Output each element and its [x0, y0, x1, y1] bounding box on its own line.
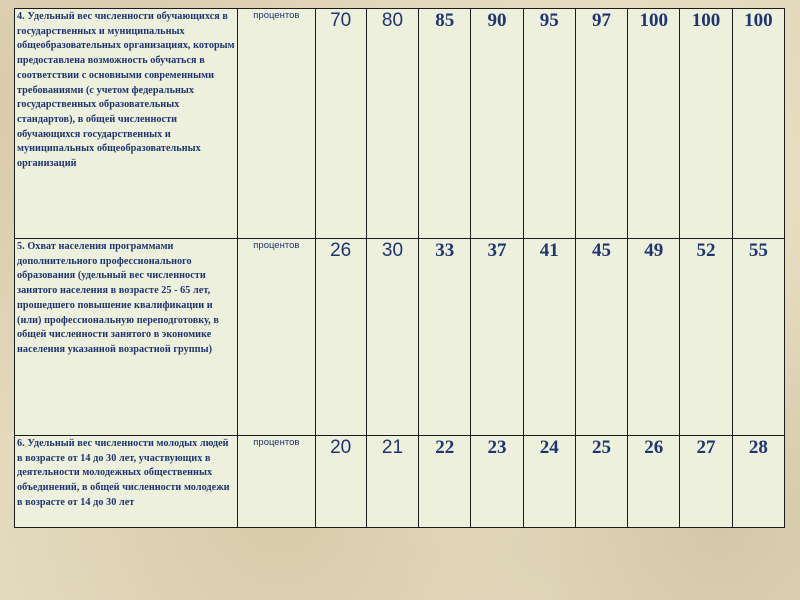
row-description: 4. Удельный вес численности обучающихся в государственных и муниципальных общеобразовательных организациях, которым предоставлена возможность обучаться в соответствии с основными современными требованиями (с учетом федеральных государственных образовательных стандартов), в общей численности обучающихся государственных и муниципальных общеобразовательных организаций	[15, 9, 238, 239]
value-cell: 90	[471, 9, 523, 239]
table-row	[15, 436, 785, 528]
indicators-table	[14, 8, 785, 528]
row-description: 6. Удельный вес численности молодых людей в возрасте от 14 до 30 лет, участвующих в деятельности молодежных общественных объединений, в общей численности молодежи в возрасте от 14 до 30 лет	[15, 436, 238, 528]
value-cell: 23	[471, 436, 523, 528]
value-cell: 100	[628, 9, 680, 239]
row-unit: процентов	[238, 239, 315, 436]
value-cell: 26	[628, 436, 680, 528]
value-cell: 27	[680, 436, 732, 528]
value-cell: 80	[366, 9, 418, 239]
value-cell: 22	[419, 436, 471, 528]
value-cell: 37	[471, 239, 523, 436]
value-cell: 28	[732, 436, 784, 528]
value-cell: 85	[419, 9, 471, 239]
value-cell: 45	[575, 239, 627, 436]
value-cell: 95	[523, 9, 575, 239]
value-cell: 24	[523, 436, 575, 528]
value-cell: 52	[680, 239, 732, 436]
value-cell: 49	[628, 239, 680, 436]
value-cell: 70	[315, 9, 366, 239]
table-row	[15, 9, 785, 239]
indicators-table-wrapper	[14, 8, 785, 528]
value-cell: 100	[680, 9, 732, 239]
value-cell: 55	[732, 239, 784, 436]
value-cell: 21	[366, 436, 418, 528]
value-cell: 97	[575, 9, 627, 239]
value-cell: 33	[419, 239, 471, 436]
table-row	[15, 239, 785, 436]
value-cell: 41	[523, 239, 575, 436]
value-cell: 30	[366, 239, 418, 436]
value-cell: 26	[315, 239, 366, 436]
row-unit: процентов	[238, 9, 315, 239]
row-unit: процентов	[238, 436, 315, 528]
row-description: 5. Охват населения программами дополнительного профессионального образования (удельный вес численности занятого населения в возрасте 25 - 65 лет, прошедшего повышение квалификации и (или) профессиональную переподготовку, в общей численности занятого в экономике населения указанной возрастной группы)	[15, 239, 238, 436]
value-cell: 20	[315, 436, 366, 528]
value-cell: 100	[732, 9, 784, 239]
value-cell: 25	[575, 436, 627, 528]
